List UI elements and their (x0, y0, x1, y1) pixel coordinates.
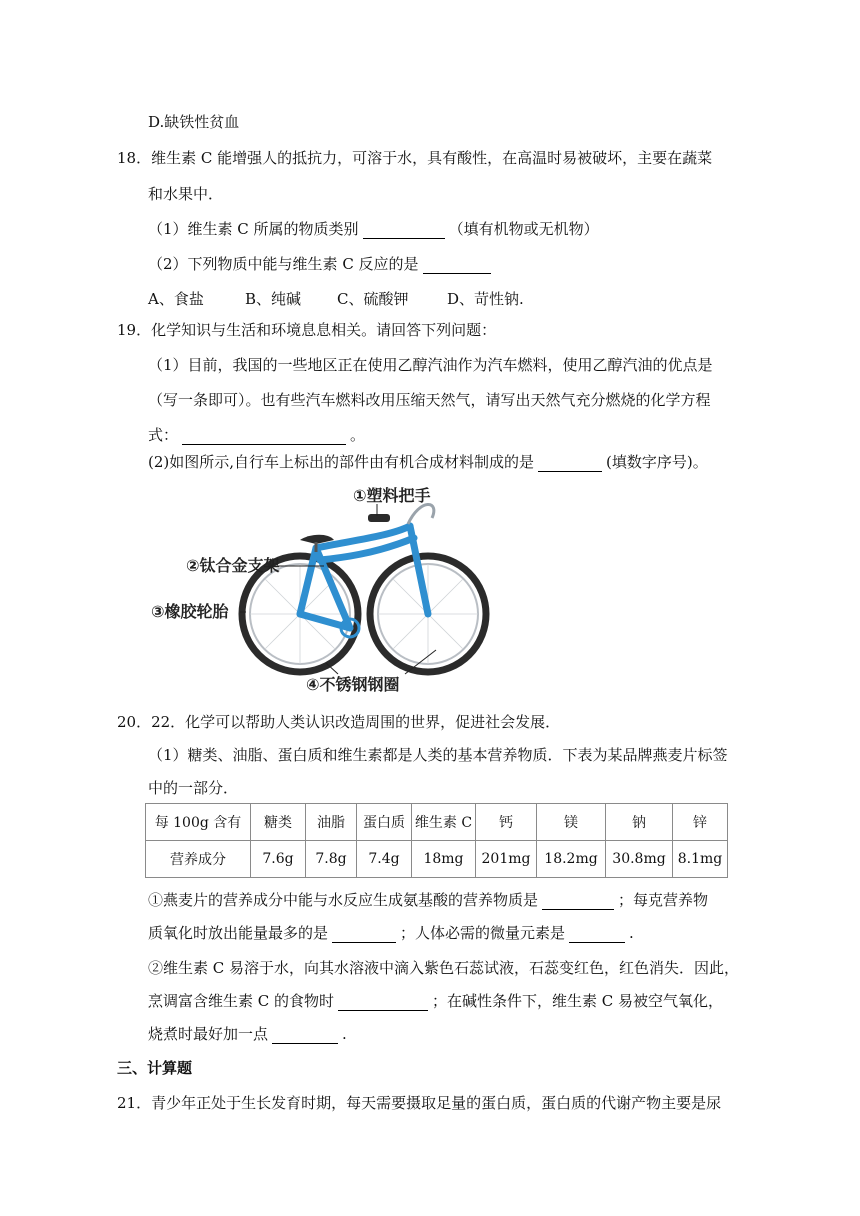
q20-stem: 20．22．化学可以帮助人类认识改造周围的世界，促进社会发展． (117, 713, 561, 731)
answer-blank[interactable] (569, 926, 625, 943)
label-titanium-frame: ②钛合金支架 (186, 556, 280, 575)
table-column-header: 钙 (476, 804, 537, 841)
q20-sub-2-text-b: ；在碱性条件下，维生素 C 易被空气氧化， (432, 992, 724, 1010)
q18-option-b: B、纯碱 (245, 290, 302, 308)
q18-part-2-text: （2）下列物质中能与维生素 C 反应的是 (148, 255, 419, 273)
table-cell: 8.1mg (673, 841, 728, 878)
table-column-header: 维生素 C (412, 804, 476, 841)
q20-part-1-line-2: 中的一部分． (148, 779, 239, 797)
q17-option-d: D.缺铁性贫血 (148, 113, 240, 131)
answer-blank[interactable] (423, 257, 491, 274)
table-column-header: 钠 (606, 804, 673, 841)
answer-blank[interactable] (272, 1027, 338, 1044)
table-row (146, 804, 728, 841)
table-cell: 7.8g (306, 841, 357, 878)
q19-part-2 (148, 452, 708, 472)
table-cell: 30.8mg (606, 841, 673, 878)
q20-sub-1-line-2 (148, 923, 634, 943)
q20-part-1-line-1: （1）糖类、油脂、蛋白质和维生素都是人类的基本营养物质．下表为某品牌燕麦片标签 (148, 746, 728, 764)
q20-sub-2-text-a: 烹调富含维生素 C 的食物时 (148, 992, 335, 1010)
table-column-header: 油脂 (306, 804, 357, 841)
answer-blank[interactable] (363, 222, 445, 239)
table-cell: 7.6g (251, 841, 306, 878)
table-column-header: 蛋白质 (357, 804, 412, 841)
table-header-label: 营养成分 (146, 841, 251, 878)
bicycle-illustration (140, 478, 500, 698)
q20-sub-2-text-d: . (342, 1025, 347, 1043)
q21-stem: 21．青少年正处于生长发育时期，每天需要摄取足量的蛋白质，蛋白质的代谢产物主要是尿 (117, 1094, 722, 1112)
label-plastic-handle: ①塑料把手 (353, 486, 431, 505)
q18-stem-line-1: 18．维生素 C 能增强人的抵抗力，可溶于水，具有酸性，在高温时易被破坏，主要在蔬菜 (117, 149, 713, 167)
answer-blank[interactable] (338, 994, 428, 1011)
q18-stem-line-2: 和水果中． (148, 185, 224, 203)
q18-option-c: C、硫酸钾 (337, 290, 409, 308)
q20-sub-2-line-3 (148, 1024, 347, 1044)
q19-part-1-line-1: （1）目前，我国的一些地区正在使用乙醇汽油作为汽车燃料，使用乙醇汽油的优点是 (148, 356, 713, 374)
spokes (250, 564, 478, 664)
q18-option-d: D、苛性钠. (447, 290, 524, 308)
bicycle-figure (140, 478, 500, 698)
q20-sub-1-text-d: ；人体必需的微量元素是 (400, 924, 566, 942)
q20-sub-1-text-e: . (629, 924, 634, 942)
answer-blank[interactable] (538, 455, 602, 472)
table-cell: 201mg (476, 841, 537, 878)
q19-stem: 19．化学知识与生活和环境息息相关。请回答下列问题： (117, 321, 497, 339)
q19-part-2-tail: (填数字序号)。 (606, 453, 708, 471)
label-rubber-tire: ③橡胶轮胎 (151, 602, 229, 621)
nutrition-table (145, 803, 728, 878)
table-cell: 7.4g (357, 841, 412, 878)
q18-part-1-text: （1）维生素 C 所属的物质类别 (148, 220, 359, 238)
q18-part-2 (148, 254, 495, 274)
table-column-header: 镁 (537, 804, 606, 841)
table-row (146, 841, 728, 878)
section-title: 三、计算题 (117, 1059, 193, 1077)
q20-sub-2-line-1: ②维生素 C 易溶于水，向其水溶液中滴入紫色石蕊试液，石蕊变红色，红色消失．因此， (148, 959, 740, 977)
q20-sub-1-text-a: ①燕麦片的营养成分中能与水反应生成氨基酸的营养物质是 (148, 891, 539, 909)
q18-part-1 (148, 219, 599, 239)
q20-sub-1-line-1 (148, 890, 708, 910)
table-cell: 18.2mg (537, 841, 606, 878)
q20-sub-2-text-c: 烧煮时最好加一点 (148, 1025, 269, 1043)
q19-part-1-line-3-end: 。 (350, 426, 366, 444)
table-column-header: 锌 (673, 804, 728, 841)
q19-part-2-text: (2)如图所示,自行车上标出的部件由有机合成材料制成的是 (148, 453, 535, 471)
label-steel-rim: ④不锈钢钢圈 (306, 675, 400, 694)
q20-sub-2-line-2 (148, 991, 723, 1011)
q20-sub-1-text-b: ；每克营养物 (618, 891, 709, 909)
answer-blank[interactable] (332, 926, 396, 943)
q19-part-1-line-3 (148, 425, 365, 445)
q20-sub-1-text-c: 质氧化时放出能量最多的是 (148, 924, 329, 942)
q18-part-1-tail: （填有机物或无机物） (448, 220, 599, 238)
plastic-grip (368, 514, 390, 522)
table-column-header: 糖类 (251, 804, 306, 841)
answer-blank[interactable] (542, 893, 614, 910)
table-header-label: 每 100g 含有 (146, 804, 251, 841)
table-cell: 18mg (412, 841, 476, 878)
q19-part-1-line-3-text: 式： (148, 426, 179, 444)
answer-blank[interactable] (182, 428, 346, 445)
q18-option-a: A、食盐 (148, 290, 204, 308)
q19-part-1-line-2: （写一条即可）。也有些汽车燃料改用压缩天然气，请写出天然气充分燃烧的化学方程 (148, 391, 711, 409)
handlebar (408, 504, 434, 524)
